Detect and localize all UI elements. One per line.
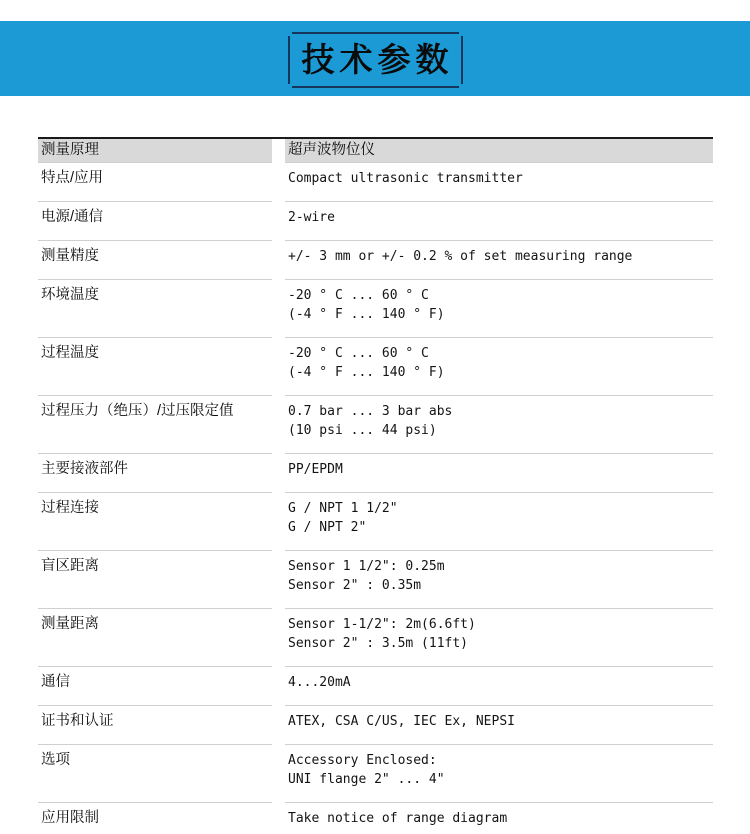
row-label: 主要接液部件 — [41, 461, 128, 477]
row-label: 应用限制 — [41, 810, 99, 826]
row-label-cell — [38, 163, 272, 202]
row-value — [285, 241, 713, 280]
spec-header-value-cell — [285, 139, 713, 163]
value-line: G / NPT 1 1/2" — [288, 501, 398, 516]
row-label-cell — [38, 241, 272, 280]
value-line: ATEX, CSA C/US, IEC Ex, NEPSI — [288, 714, 515, 729]
value-line: Take notice of range diagram — [288, 811, 508, 826]
table-row — [38, 280, 713, 338]
row-value — [285, 667, 713, 706]
row-label: 选项 — [41, 752, 70, 768]
row-value — [285, 396, 713, 454]
row-value — [285, 338, 713, 396]
spec-header-row — [38, 139, 713, 163]
row-label-cell — [38, 706, 272, 745]
value-line: G / NPT 2" — [288, 520, 367, 535]
value-line: Compact ultrasonic transmitter — [288, 171, 523, 186]
row-value — [285, 551, 713, 609]
row-value — [285, 706, 713, 745]
spec-header-label: 测量原理 — [41, 142, 99, 158]
row-label: 过程连接 — [41, 500, 99, 516]
table-row — [38, 202, 713, 241]
value-line: PP/EPDM — [288, 462, 343, 477]
value-line: 4...20mA — [288, 675, 351, 690]
table-row — [38, 551, 713, 609]
row-label: 测量距离 — [41, 616, 99, 632]
row-label-cell — [38, 745, 272, 803]
value-line: -20 ° C ... 60 ° C — [288, 346, 429, 361]
value-line: 2-wire — [288, 210, 335, 225]
row-label-cell — [38, 551, 272, 609]
title-box — [288, 32, 463, 88]
value-line: Sensor 1 1/2": 0.25m — [288, 559, 445, 574]
value-line: Sensor 2" : 0.35m — [288, 578, 422, 593]
row-label: 环境温度 — [41, 287, 99, 303]
spec-header-label-cell — [38, 139, 272, 163]
row-label-cell — [38, 338, 272, 396]
table-row — [38, 609, 713, 667]
row-label: 盲区距离 — [41, 558, 99, 574]
row-label-cell — [38, 396, 272, 454]
table-row — [38, 706, 713, 745]
value-line: Sensor 1-1/2": 2m(6.6ft) — [288, 617, 476, 632]
value-line: 0.7 bar ... 3 bar abs — [288, 404, 453, 419]
top-banner — [0, 21, 750, 96]
value-line: -20 ° C ... 60 ° C — [288, 288, 429, 303]
row-label-cell — [38, 493, 272, 551]
table-row — [38, 803, 713, 834]
row-value — [285, 454, 713, 493]
row-value — [285, 202, 713, 241]
value-line: Sensor 2" : 3.5m (11ft) — [288, 636, 469, 651]
spec-rows — [38, 163, 713, 834]
row-value — [285, 493, 713, 551]
row-label: 证书和认证 — [41, 713, 114, 729]
value-line: (-4 ° F ... 140 ° F) — [288, 307, 445, 322]
value-line: (10 psi ... 44 psi) — [288, 423, 437, 438]
row-label: 特点/应用 — [41, 170, 104, 186]
row-label: 测量精度 — [41, 248, 99, 264]
row-label: 电源/通信 — [41, 209, 104, 225]
row-label: 通信 — [41, 674, 70, 690]
table-row — [38, 338, 713, 396]
row-label: 过程温度 — [41, 345, 99, 361]
table-row — [38, 454, 713, 493]
row-value — [285, 280, 713, 338]
table-row — [38, 745, 713, 803]
table-row — [38, 396, 713, 454]
table-row — [38, 667, 713, 706]
table-row — [38, 241, 713, 280]
row-value — [285, 609, 713, 667]
row-value — [285, 745, 713, 803]
row-label-cell — [38, 803, 272, 834]
row-label-cell — [38, 280, 272, 338]
row-value — [285, 803, 713, 834]
row-label: 过程压力（绝压）/过压限定值 — [41, 403, 234, 419]
table-row — [38, 493, 713, 551]
page-title: 技术参数 — [301, 40, 454, 79]
spec-header-value: 超声波物位仪 — [288, 142, 375, 158]
row-label-cell — [38, 454, 272, 493]
value-line: Accessory Enclosed: — [288, 753, 437, 768]
value-line: (-4 ° F ... 140 ° F) — [288, 365, 445, 380]
value-line: +/- 3 mm or +/- 0.2 % of set measuring range — [288, 249, 633, 264]
row-value — [285, 163, 713, 202]
spec-table — [38, 137, 713, 834]
row-label-cell — [38, 609, 272, 667]
value-line: UNI flange 2" ... 4" — [288, 772, 445, 787]
table-row — [38, 163, 713, 202]
row-label-cell — [38, 202, 272, 241]
row-label-cell — [38, 667, 272, 706]
